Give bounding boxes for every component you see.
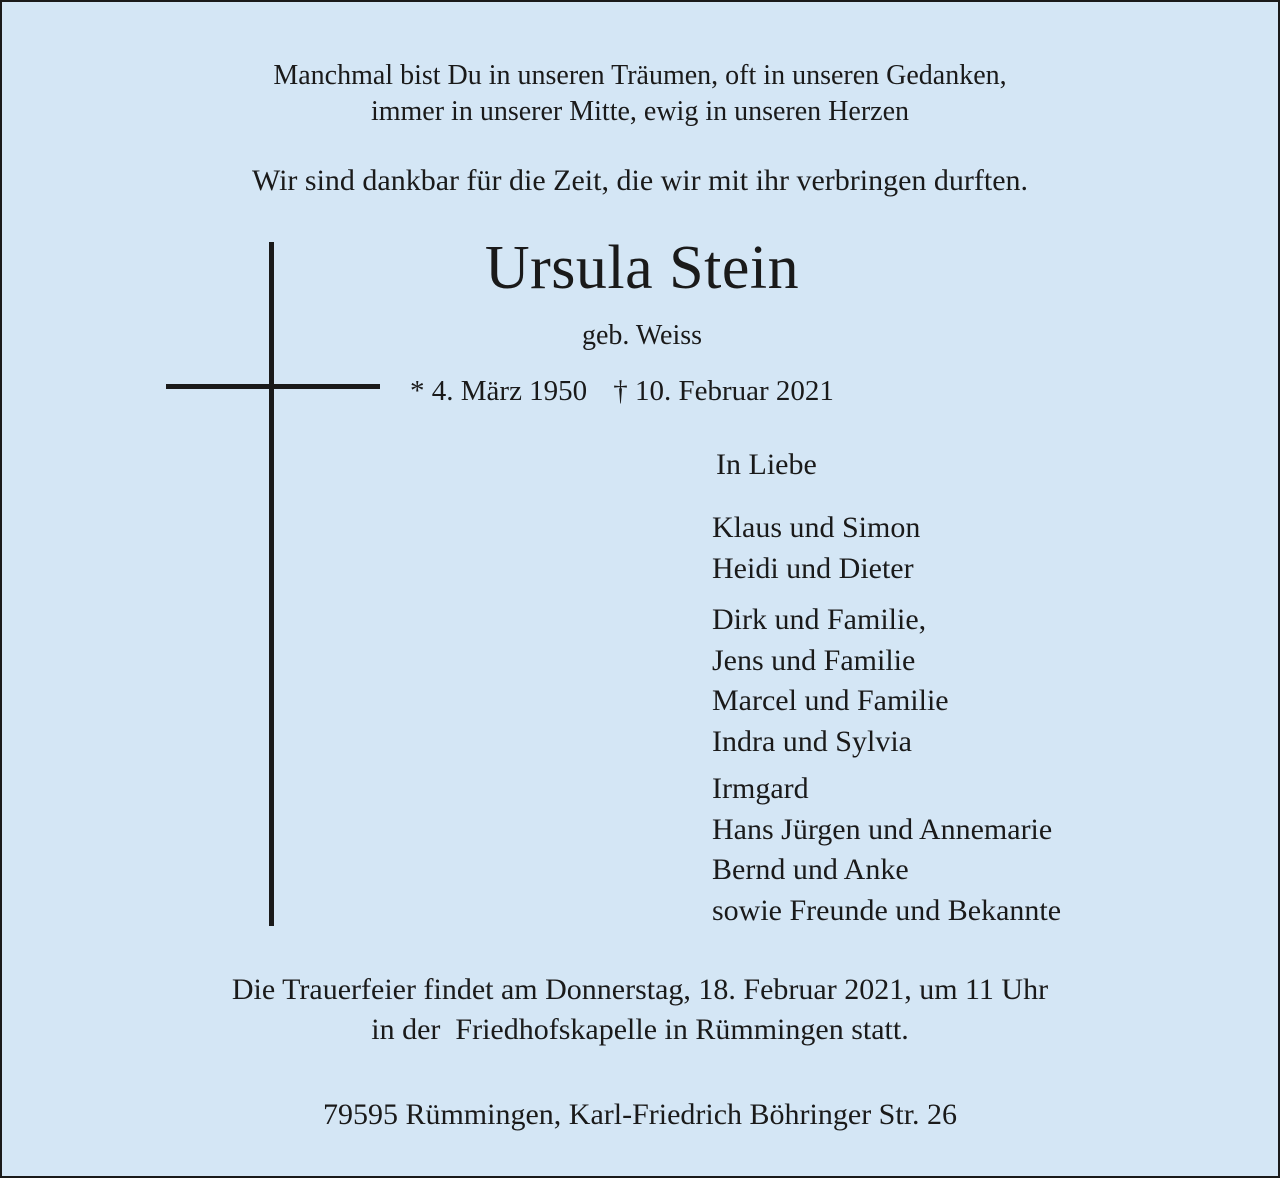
mourner-line: Bernd und Anke bbox=[712, 853, 909, 887]
mourner-line: Marcel und Familie bbox=[712, 684, 949, 718]
cross-icon-bar bbox=[166, 384, 380, 389]
address-line: 79595 Rümmingen, Karl-Friedrich Böhringer Str. 26 bbox=[322, 1098, 958, 1131]
maiden-name: geb. Weiss bbox=[581, 320, 703, 351]
mourner-line: sowie Freunde und Bekannte bbox=[712, 893, 1062, 927]
ceremony-line-1: Die Trauerfeier findet am Donnerstag, 18. Februar 2021, um 11 Uhr bbox=[231, 973, 1049, 1006]
birth-date: * 4. März 1950 bbox=[410, 375, 588, 407]
verse-line-1: Manchmal bist Du in unseren Träumen, oft in unseren Gedanken, bbox=[273, 60, 1007, 91]
mourners-group-1 bbox=[712, 508, 920, 589]
mourners-group-2 bbox=[712, 600, 949, 762]
gratitude-line: Wir sind dankbar für die Zeit, die wir mit ihr verbringen durften. bbox=[251, 164, 1029, 197]
verse-line-2: immer in unserer Mitte, ewig in unseren Herzen bbox=[370, 96, 910, 127]
mourners-group-3 bbox=[712, 769, 1061, 931]
mourner-line: Irmgard bbox=[712, 772, 809, 805]
mourner-line: Indra und Sylvia bbox=[712, 724, 912, 758]
life-dates bbox=[410, 372, 834, 410]
death-date: † 10. Februar 2021 bbox=[613, 375, 834, 407]
memorial-verse bbox=[2, 58, 1278, 130]
mourner-line: Hans Jürgen und Annemarie bbox=[712, 812, 1053, 846]
deceased-name: Ursula Stein bbox=[484, 234, 800, 302]
ceremony-line-2: in der Friedhofskapelle in Rümmingen statt. bbox=[371, 1013, 909, 1046]
mourner-line: Klaus und Simon bbox=[712, 511, 921, 544]
mourner-line: Heidi und Dieter bbox=[712, 551, 914, 585]
mourner-line: Jens und Familie bbox=[712, 643, 916, 677]
ceremony-info bbox=[2, 970, 1278, 1050]
in-love-label: In Liebe bbox=[716, 448, 817, 481]
mourner-line: Dirk und Familie, bbox=[712, 603, 927, 636]
